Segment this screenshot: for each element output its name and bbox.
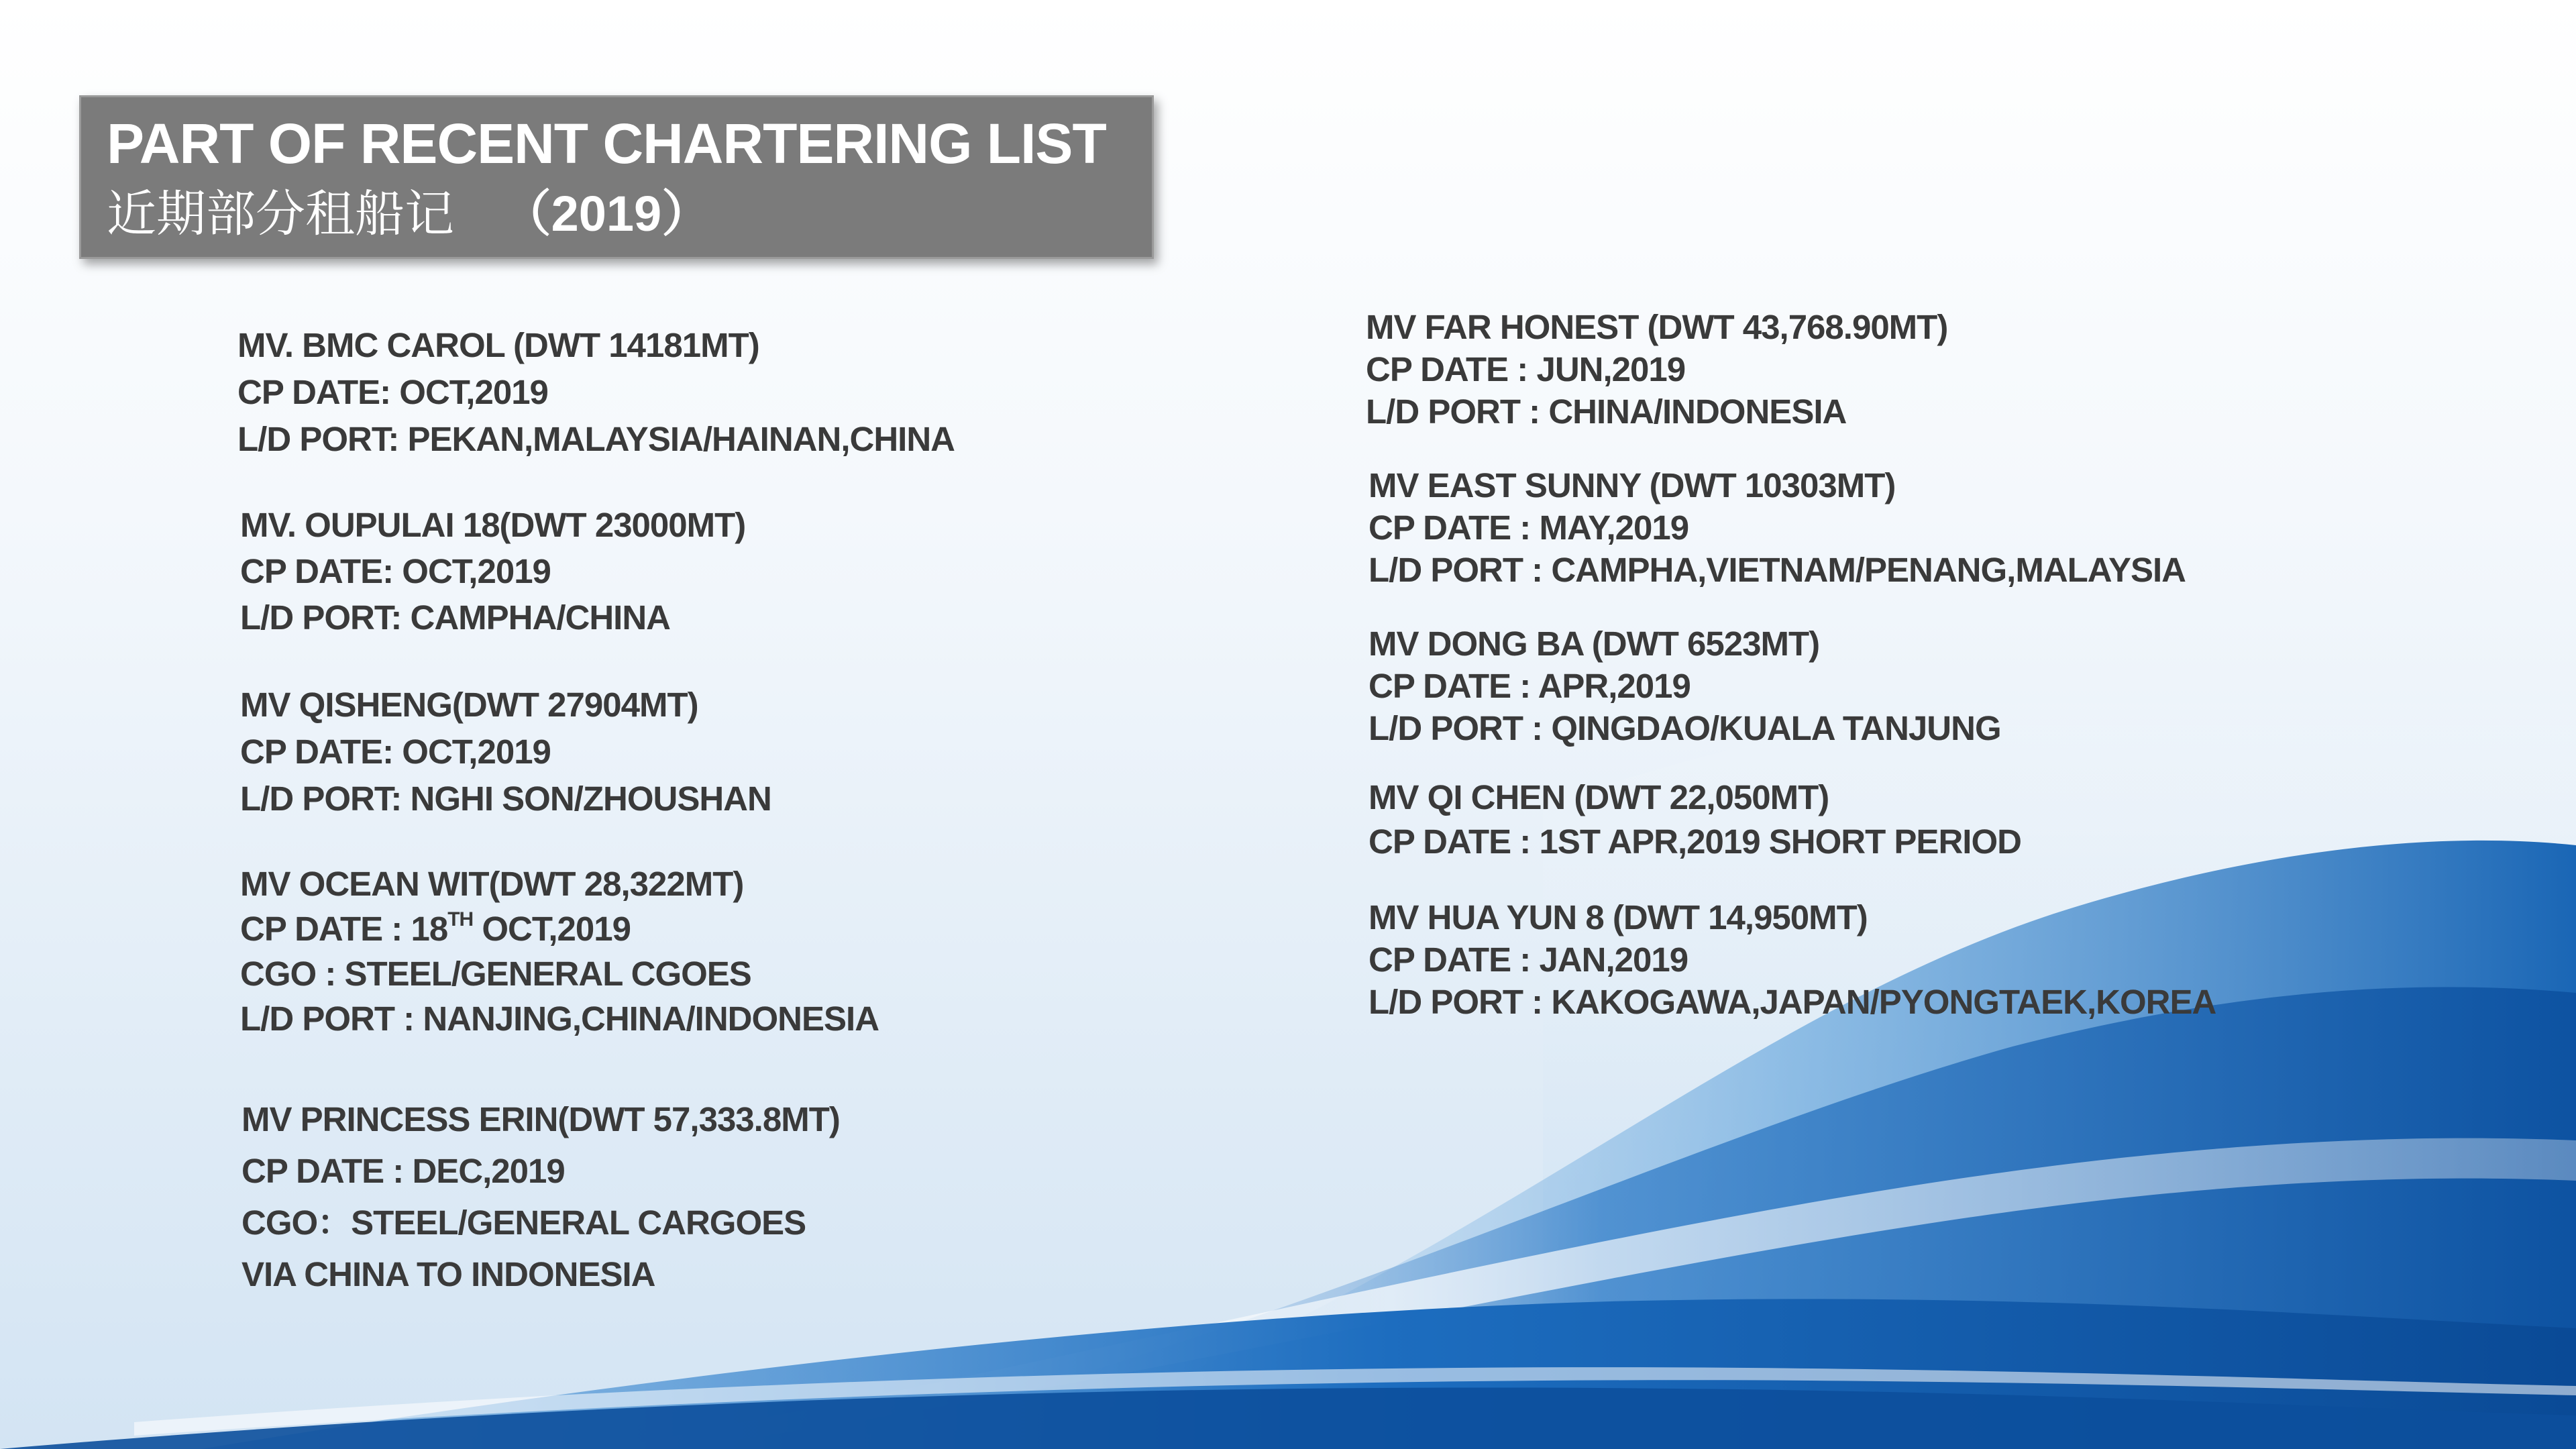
cp-date: CP DATE : APR,2019	[1368, 667, 1690, 705]
vessel-name: MV. OUPULAI 18(DWT 23000MT)	[240, 506, 746, 544]
title-banner	[79, 95, 1154, 259]
vessel-name: MV. BMC CAROL (DWT 14181MT)	[237, 326, 759, 364]
ld-port: L/D PORT: NGHI SON/ZHOUSHAN	[240, 780, 771, 818]
left-entry-3	[240, 682, 771, 822]
left-entry-2	[240, 502, 745, 641]
cp-date-suffix: OCT,2019	[473, 910, 631, 948]
cp-date: CP DATE : DEC,2019	[241, 1152, 565, 1190]
right-entry-4	[1368, 775, 2021, 864]
right-entry-2	[1368, 464, 2186, 591]
cp-date-prefix: CP DATE : 18	[240, 910, 448, 948]
title-year: （2019）	[501, 186, 712, 241]
cp-date: CP DATE : MAY,2019	[1368, 508, 1689, 547]
vessel-name: MV OCEAN WIT(DWT 28,322MT)	[240, 865, 744, 903]
ld-port: L/D PORT : CAMPHA,VIETNAM/PENANG,MALAYSIA	[1368, 551, 2186, 589]
route: VIA CHINA TO INDONESIA	[241, 1255, 655, 1293]
cp-date: CP DATE: OCT,2019	[237, 373, 548, 411]
ld-port: L/D PORT : CHINA/INDONESIA	[1366, 392, 1847, 431]
ld-port: L/D PORT: CAMPHA/CHINA	[240, 598, 670, 637]
cp-date: CP DATE: OCT,2019	[240, 733, 551, 771]
vessel-name: MV FAR HONEST (DWT 43,768.90MT)	[1366, 308, 1948, 346]
title-chinese: 近期部分租船记	[107, 185, 454, 243]
left-entry-1	[237, 322, 955, 463]
ld-port: L/D PORT : NANJING,CHINA/INDONESIA	[240, 1000, 879, 1038]
title-english: PART OF RECENT CHARTERING LIST	[107, 112, 1106, 175]
vessel-name: MV QI CHEN (DWT 22,050MT)	[1368, 778, 1829, 816]
cp-date: CP DATE: OCT,2019	[240, 552, 551, 590]
cargo: CGO : STEEL/GENERAL CGOES	[240, 955, 751, 993]
ld-port: L/D PORT : KAKOGAWA,JAPAN/PYONGTAEK,KOREA	[1368, 983, 2216, 1021]
left-entry-5	[241, 1093, 840, 1300]
right-entry-3	[1368, 623, 2001, 749]
left-entry-4	[240, 861, 879, 1041]
vessel-name: MV EAST SUNNY (DWT 10303MT)	[1368, 466, 1896, 504]
vessel-name: MV PRINCESS ERIN(DWT 57,333.8MT)	[241, 1100, 840, 1138]
cp-date-superscript: TH	[447, 908, 474, 930]
right-entry-5	[1368, 896, 2216, 1023]
vessel-name: MV QISHENG(DWT 27904MT)	[240, 686, 698, 724]
cp-date	[240, 906, 879, 951]
cargo: CGO：STEEL/GENERAL CARGOES	[241, 1203, 806, 1242]
title-chinese-line	[107, 180, 1152, 248]
cp-date: CP DATE : JUN,2019	[1366, 350, 1686, 388]
cp-date: CP DATE : 1ST APR,2019 SHORT PERIOD	[1368, 822, 2021, 861]
ld-port: L/D PORT: PEKAN,MALAYSIA/HAINAN,CHINA	[237, 420, 955, 458]
ld-port: L/D PORT : QINGDAO/KUALA TANJUNG	[1368, 709, 2001, 747]
right-entry-1	[1366, 306, 1947, 433]
cp-date: CP DATE : JAN,2019	[1368, 941, 1688, 979]
vessel-name: MV HUA YUN 8 (DWT 14,950MT)	[1368, 898, 1868, 936]
vessel-name: MV DONG BA (DWT 6523MT)	[1368, 625, 1820, 663]
